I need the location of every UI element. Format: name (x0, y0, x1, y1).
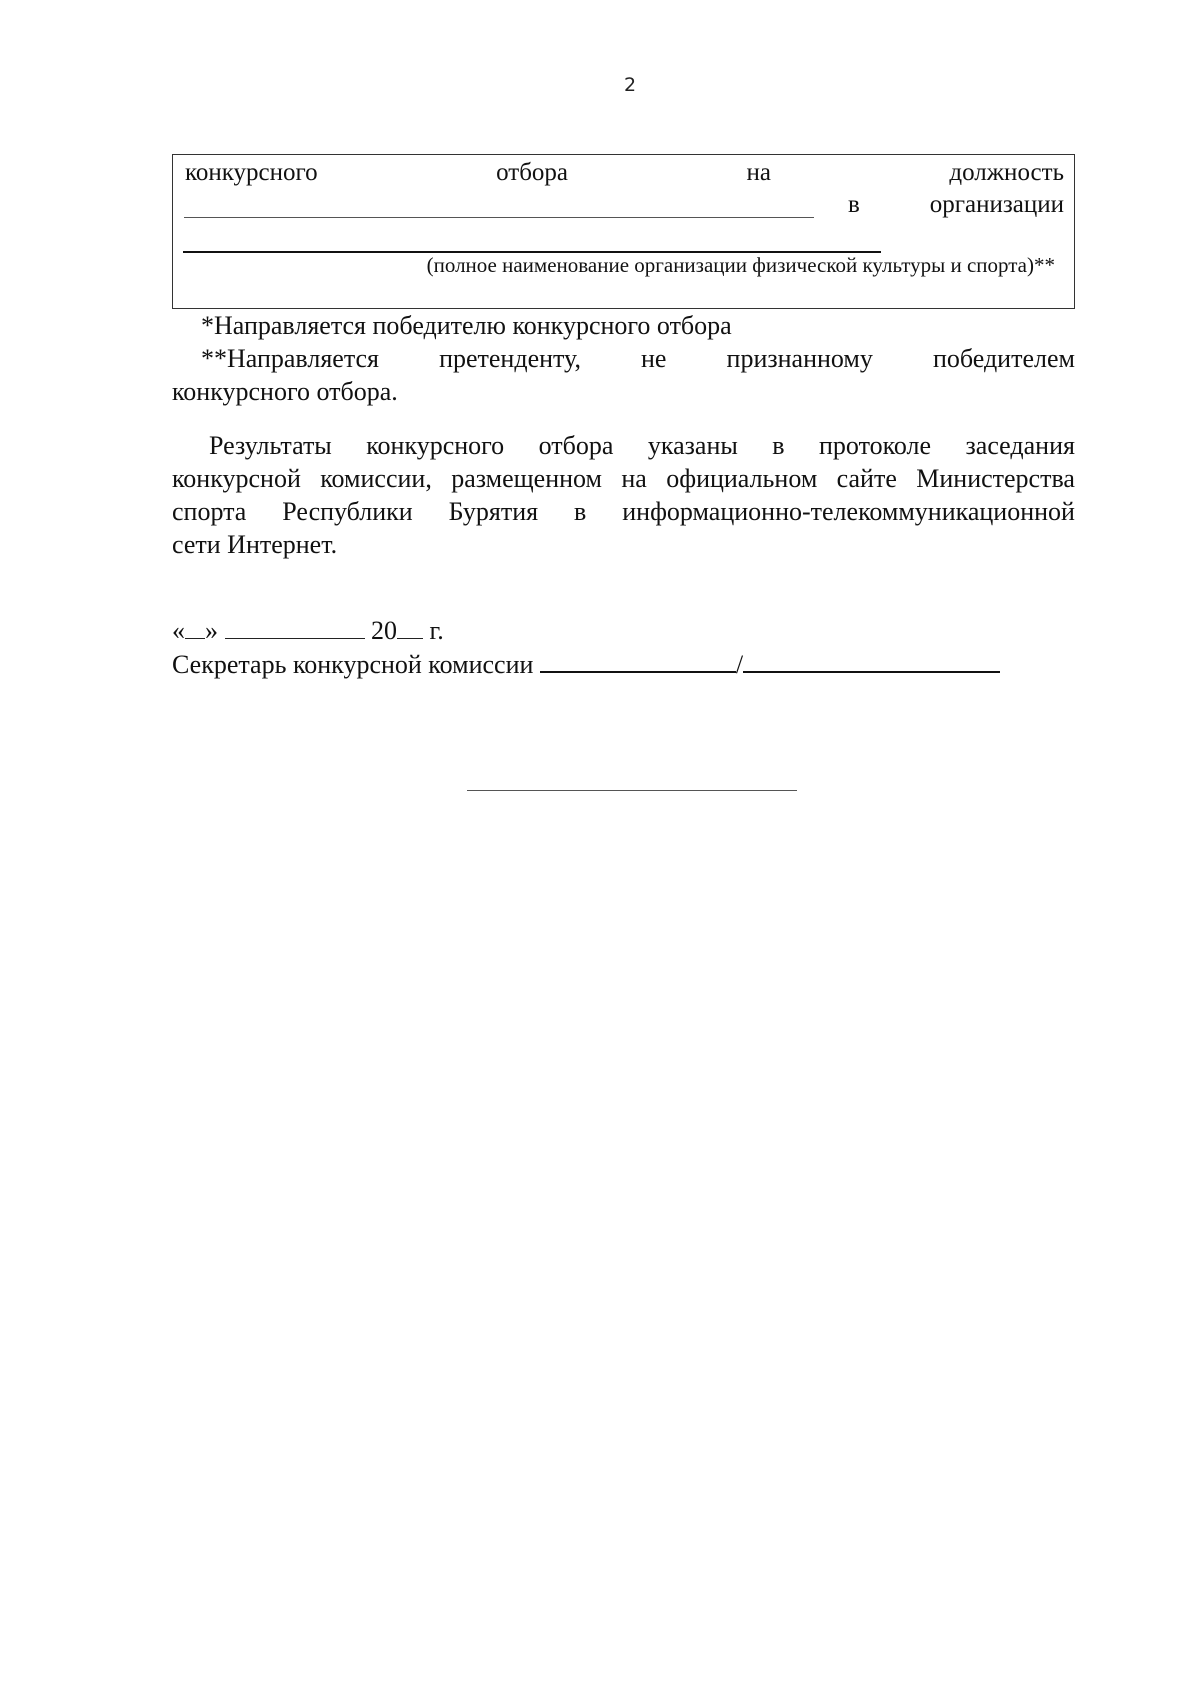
results-word: протоколе (819, 431, 932, 460)
results-word: на (621, 464, 647, 493)
note-non-winner-end: конкурсного отбора. (172, 377, 398, 406)
results-word: в (772, 431, 785, 460)
results-word: в (574, 497, 587, 526)
secretary-line (172, 649, 1000, 678)
results-word: конкурсного (366, 431, 505, 460)
form-word-v: в (848, 191, 860, 218)
results-word: Республики (282, 497, 413, 526)
results-word: указаны (647, 431, 738, 460)
results-word: размещенном (451, 464, 602, 493)
note-word: **Направляется (201, 344, 380, 373)
signature-blank (540, 649, 736, 673)
form-word-organization: организации (929, 191, 1064, 218)
date-open-quote: « (172, 616, 185, 645)
form-word: отбора (496, 159, 569, 186)
signature-separator: / (735, 650, 744, 679)
page-number: 2 (623, 74, 637, 96)
year-prefix: 20 (371, 616, 397, 645)
results-word: Министерства (916, 464, 1075, 493)
position-blank-line (184, 217, 814, 218)
results-word: отбора (538, 431, 614, 460)
results-word: комиссии, (320, 464, 432, 493)
results-word: Бурятия (448, 497, 539, 526)
results-word: Результаты (209, 431, 332, 460)
month-blank (225, 616, 365, 639)
note-non-winner (201, 346, 1075, 372)
results-line-2 (172, 466, 1075, 492)
note-word: победителем (932, 344, 1075, 373)
results-line-1 (209, 433, 1075, 459)
results-line-3 (172, 499, 1075, 525)
form-word: должность (949, 159, 1064, 186)
form-word: конкурсного (185, 159, 318, 186)
day-blank (185, 616, 205, 639)
year-blank (397, 616, 423, 639)
note-word: признанному (726, 344, 873, 373)
form-row-position (185, 159, 1064, 187)
form-box (172, 154, 1075, 309)
name-blank (743, 649, 1000, 673)
results-word: сайте (836, 464, 897, 493)
year-suffix: г. (429, 616, 444, 645)
note-winner: *Направляется победителю конкурсного отбора (201, 311, 732, 340)
note-word: не (641, 344, 667, 373)
secretary-label: Секретарь конкурсной комиссии (172, 650, 534, 679)
results-word: спорта (172, 497, 247, 526)
results-word: официальном (666, 464, 818, 493)
form-word: на (746, 159, 771, 186)
results-word: заседания (965, 431, 1075, 460)
results-word: информационно-телекоммуникационной (622, 497, 1075, 526)
results-word: конкурсной (172, 464, 301, 493)
results-line-4: сети Интернет. (172, 530, 338, 559)
note-word: претенденту, (439, 344, 581, 373)
date-line (172, 616, 444, 644)
closing-rule (467, 790, 797, 791)
organization-caption: (полное наименование организации физической культуры и спорта)** (426, 253, 1055, 277)
date-close-quote: » (205, 616, 218, 645)
